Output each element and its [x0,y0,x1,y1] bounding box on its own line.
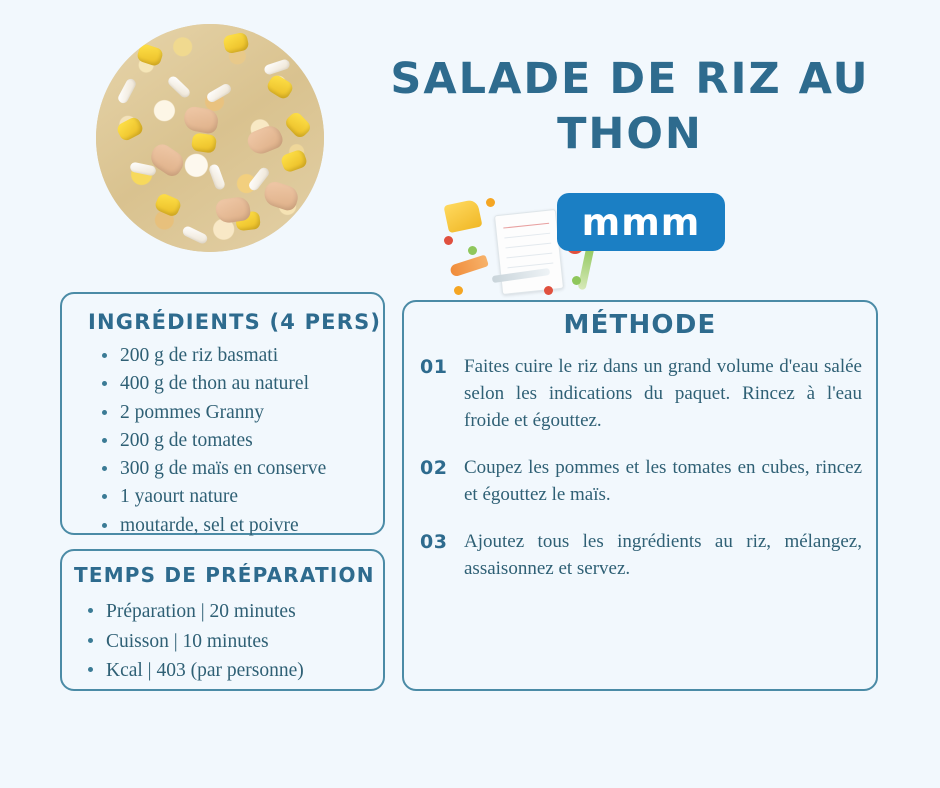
method-step-number: 03 [420,530,448,553]
list-item: 200 g de riz basmati [98,342,369,370]
list-item: 1 yaourt nature [98,483,369,511]
method-step-number: 01 [420,356,448,378]
cheese-icon [443,199,482,233]
list-item: Cuisson | 10 minutes [84,627,369,657]
method-step [420,354,862,435]
method-step-number: 02 [420,456,448,479]
method-steps [420,354,862,603]
carrot-icon [449,254,489,277]
list-item: 400 g de thon au naturel [98,370,369,398]
page-title: SALADE DE RIZ AU THON [390,54,870,160]
brand-badge-label: mmm [581,200,701,244]
method-heading: MÉTHODE [563,310,717,340]
recipe-photo [96,24,324,252]
preparation-time-heading: TEMPS DE PRÉPARATION [74,563,375,587]
method-card [402,300,878,691]
list-item: 2 pommes Granny [98,399,369,427]
ingredients-heading: INGRÉDIENTS (4 PERS) [88,310,382,334]
method-step-text: Coupez les pommes et les tomates en cubes, rincez et égouttez le maïs. [464,456,862,505]
list-item: Kcal | 403 (par personne) [84,656,369,686]
method-step [420,529,862,583]
list-item: moutarde, sel et poivre [98,512,369,540]
recipe-photo-image [96,24,324,252]
method-step [420,455,862,509]
ingredients-list [98,342,369,540]
brand-badge [557,193,725,251]
notepad-icon [494,209,564,295]
preparation-time-list [84,597,369,686]
list-item: 300 g de maïs en conserve [98,455,369,483]
ingredients-card [60,292,385,535]
preparation-time-card [60,549,385,691]
list-item: Préparation | 20 minutes [84,597,369,627]
method-step-text: Ajoutez tous les ingrédients au riz, mélangez, assaisonnez et servez. [464,530,862,579]
list-item: 200 g de tomates [98,427,369,455]
method-step-text: Faites cuire le riz dans un grand volume d'eau salée selon les indications du paquet. Rincez à l'eau froide et égouttez. [464,356,862,431]
